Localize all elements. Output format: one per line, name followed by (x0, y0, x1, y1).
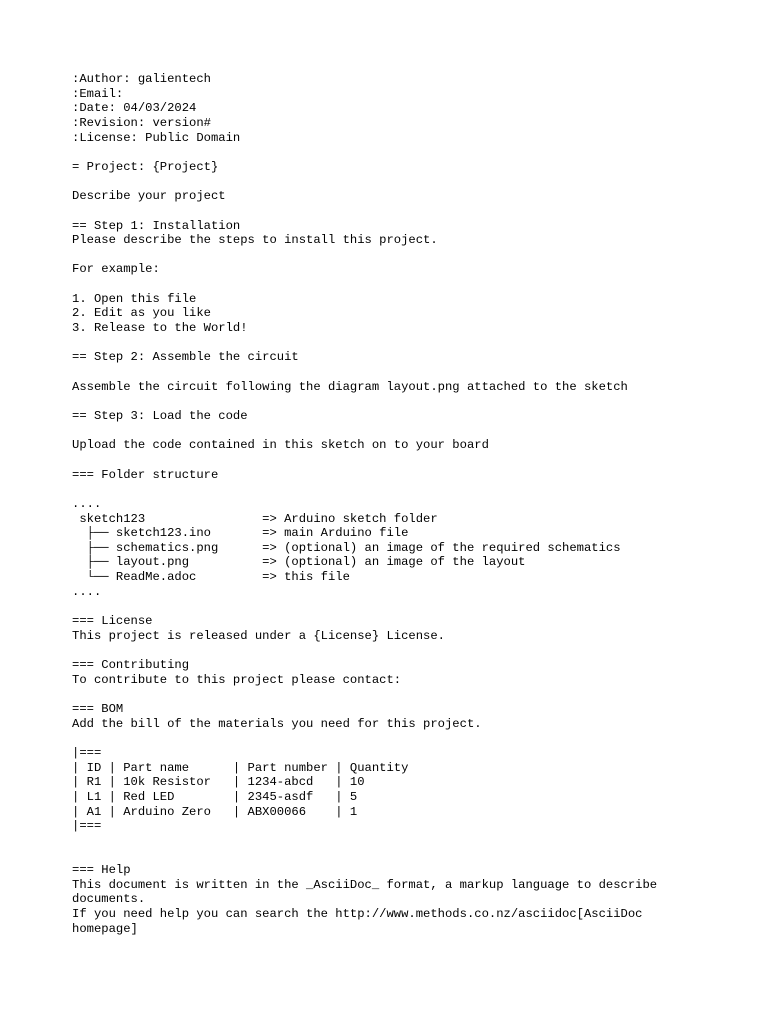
document-body (72, 72, 696, 936)
table-header-row: | ID | Part name | Part number | Quantity (72, 760, 409, 775)
help-text: This document is written in the _AsciiDoc_ format, a markup language to describe (72, 877, 658, 892)
blank-line (72, 175, 696, 190)
step-1-text: Please describe the steps to install this project. (72, 233, 438, 248)
table-row: | A1 | Arduino Zero | ABX00066 | 1 (72, 804, 358, 819)
blank-line (72, 731, 696, 746)
blank-line (72, 453, 696, 468)
step-2-heading: == Step 2: Assemble the circuit (72, 350, 299, 365)
folder-structure-heading: === Folder structure (72, 467, 219, 482)
date-field: :Date: 04/03/2024 (72, 101, 197, 116)
contributing-heading: === Contributing (72, 658, 190, 673)
list-item: 3. Release to the World! (72, 321, 248, 336)
blank-line (72, 834, 696, 849)
folder-tree-line: └── ReadMe.adoc => this file (72, 570, 350, 585)
help-heading: === Help (72, 863, 131, 878)
literal-block-delimiter: .... (72, 584, 102, 599)
table-row: | L1 | Red LED | 2345-asdf | 5 (72, 789, 358, 804)
blank-line (72, 145, 696, 160)
folder-tree-line: ├── sketch123.ino => main Arduino file (72, 526, 409, 541)
contributing-text: To contribute to this project please contact: (72, 672, 402, 687)
blank-line (72, 599, 696, 614)
step-3-heading: == Step 3: Load the code (72, 408, 248, 423)
blank-line (72, 482, 696, 497)
license-text: This project is released under a {License} License. (72, 628, 445, 643)
blank-line (72, 643, 696, 658)
bom-text: Add the bill of the materials you need for this project. (72, 716, 482, 731)
help-link-text: homepage] (72, 921, 138, 936)
table-row: | R1 | 10k Resistor | 1234-abcd | 10 (72, 775, 365, 790)
list-item: 2. Edit as you like (72, 306, 211, 321)
blank-line (72, 424, 696, 439)
help-link-text: If you need help you can search the http://www.methods.co.nz/asciidoc[AsciiDoc (72, 907, 643, 922)
folder-tree-line: ├── layout.png => (optional) an image of the layout (72, 555, 526, 570)
table-delimiter: |=== (72, 819, 102, 834)
blank-line (72, 849, 696, 864)
author-field: :Author: galientech (72, 72, 211, 86)
project-description: Describe your project (72, 189, 226, 204)
table-delimiter: |=== (72, 745, 102, 760)
step-3-text: Upload the code contained in this sketch on to your board (72, 438, 489, 453)
list-item: 1. Open this file (72, 291, 197, 306)
literal-block-delimiter: .... (72, 496, 102, 511)
folder-tree-line: ├── schematics.png => (optional) an image of the required schematics (72, 540, 621, 555)
blank-line (72, 248, 696, 263)
blank-line (72, 336, 696, 351)
blank-line (72, 365, 696, 380)
step-1-heading: == Step 1: Installation (72, 218, 241, 233)
revision-field: :Revision: version# (72, 115, 211, 130)
bom-heading: === BOM (72, 702, 124, 716)
blank-line (72, 687, 696, 702)
example-intro: For example: (72, 262, 160, 277)
step-2-text: Assemble the circuit following the diagram layout.png attached to the sketch (72, 379, 628, 394)
blank-line (72, 277, 696, 292)
folder-tree-line: sketch123 => Arduino sketch folder (72, 511, 438, 526)
blank-line (72, 204, 696, 219)
license-heading: === License (72, 614, 153, 629)
blank-line (72, 394, 696, 409)
project-title: = Project: {Project} (72, 159, 219, 174)
help-text: documents. (72, 892, 146, 907)
license-field: :License: Public Domain (72, 130, 241, 145)
email-field: :Email: (72, 86, 124, 101)
